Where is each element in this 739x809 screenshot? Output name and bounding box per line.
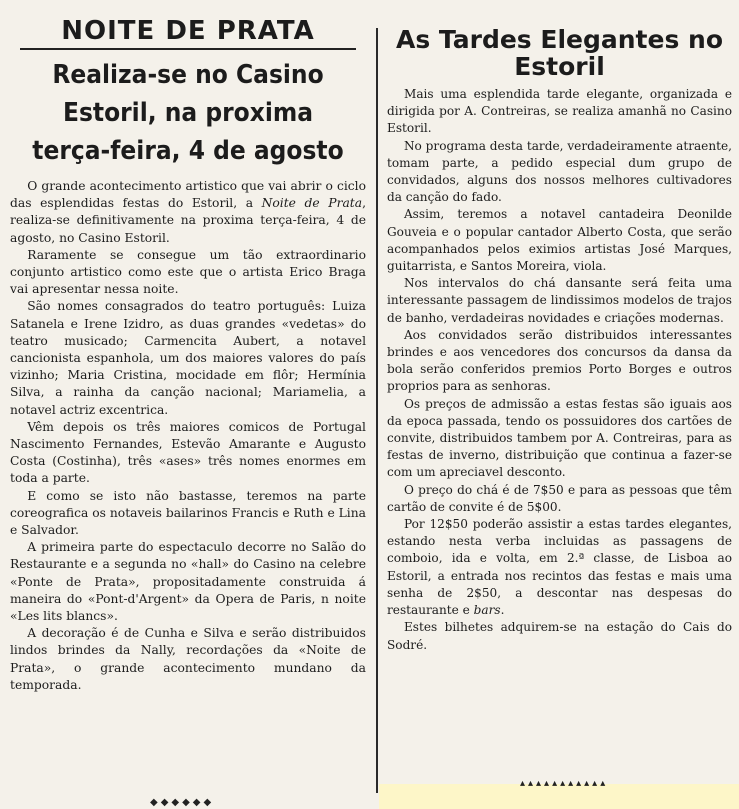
article-paragraph: No programa desta tarde, verdadeiramente atraente, tomam parte, a pedido especial dum grupo de convidados, alguns dos nossos melhores cultivadores da canção do fado. xyxy=(387,138,732,205)
kicker-rule xyxy=(20,48,356,50)
article-paragraph: Vêm depois os três maiores comicos de Portugal Nascimento Fernandes, Estevão Amarante e Augusto Costa (Costinha), três «ases» três nomes enormes em toda a parte. xyxy=(10,419,366,486)
article-headline: As Tardes Elegantes no Estoril xyxy=(395,25,724,81)
column-divider xyxy=(376,28,378,793)
left-article xyxy=(10,0,366,694)
article-paragraph: Aos convidados serão distribuidos interessantes brindes e aos vencedores dos concursos da dansa da bola serão conferidos premios Porto Borges e outros proprios para as senhoras. xyxy=(387,327,732,394)
article-paragraph: A decoração é de Cunha e Silva e serão distribuidos lindos brindes da Nally, recordações da «Noite de Prata», o grande acontecimento mundano da temporada. xyxy=(10,626,366,692)
article-paragraph: E como se isto não bastasse, teremos na parte coreografica os notaveis bailarinos Francis e Ruth e Lina e Salvador. xyxy=(10,488,366,538)
article-body xyxy=(387,86,732,654)
article-paragraph: São nomes consagrados do teatro português: Luiza Satanela e Irene Izidro, as duas grandes «vedetas» do teatro musicado; Carmencita Aubert, a notavel cancionista espanhola, um dos maiores valores do país vizinho; Maria Cristina, mocidade em flôr; Hermínia Silva, a rainha da canção nacional; Mariamelia, a notavel actriz excentrica. xyxy=(10,299,366,417)
article-paragraph: A primeira parte do espectaculo decorre no Salão do Restaurante e a segunda no «hall» do Casino na celebre «Ponte de Prata», propositadamente construida á maneira do «Pont-d'Argent» da Opera de Paris, n noite «Les lits blancs». xyxy=(10,540,366,624)
article-paragraph: Assim, teremos a notavel cantadeira Deonilde Gouveia e o popular cantador Alberto Costa, que serão acompanhados pelos eximios artistas José Marques, guitarrista, e Santos Moreira, viola. xyxy=(387,207,732,274)
article-paragraph: O grande acontecimento artistico que vai abrir o ciclo das esplendidas festas do Estoril, a Noite de Prata, realiza-se definitivamente na proxima terça-feira, 4 de agosto, no Casino Estoril. xyxy=(10,179,366,245)
ornament-rule: ◆◆◆◆◆◆ xyxy=(150,797,215,808)
article-paragraph: Estes bilhetes adquirem-se na estação do Cais do Sodré. xyxy=(387,620,732,652)
article-paragraph: Os preços de admissão a estas festas são iguais aos da epoca passada, tendo os possuidores dos cartões de convite, distribuidos tambem por A. Contreiras, para as festas de inverno, distribuição que continua a fazer-se com um apreciavel desconto. xyxy=(387,396,732,480)
article-headline: Realiza-se no Casino Estoril, na proxima terça-feira, 4 de agosto xyxy=(32,60,344,166)
article-kicker: NOITE DE PRATA xyxy=(61,16,315,46)
ornament-rule: ▴▴▴▴▴▴▴▴▴▴▴ xyxy=(520,778,609,789)
right-article xyxy=(387,0,732,654)
article-paragraph: Nos intervalos do chá dansante será feita uma interessante passagem de lindissimos modelos de trajos de banho, verdadeiras novidades e criações modernas. xyxy=(387,276,732,325)
article-paragraph: Raramente se consegue um tão extraordinario conjunto artistico como este que o artista Erico Braga vai apresentar nessa noite. xyxy=(10,247,366,297)
article-paragraph: O preço do chá é de 7$50 e para as pessoas que têm cartão de convite é de 5$00. xyxy=(387,482,732,514)
article-paragraph: Mais uma esplendida tarde elegante, organizada e dirigida por A. Contreiras, se realiza amanhã no Casino Estoril. xyxy=(387,87,732,136)
article-paragraph: Por 12$50 poderão assistir a estas tardes elegantes, estando nesta verba incluidas as passagens de comboio, ida e volta, em 2.ª classe, de Lisboa ao Estoril, a entrada nos recintos das festas e mais uma senha de 2$50, a descontar nas despesas do restaurante e bars. xyxy=(387,517,732,618)
article-body xyxy=(10,178,366,694)
